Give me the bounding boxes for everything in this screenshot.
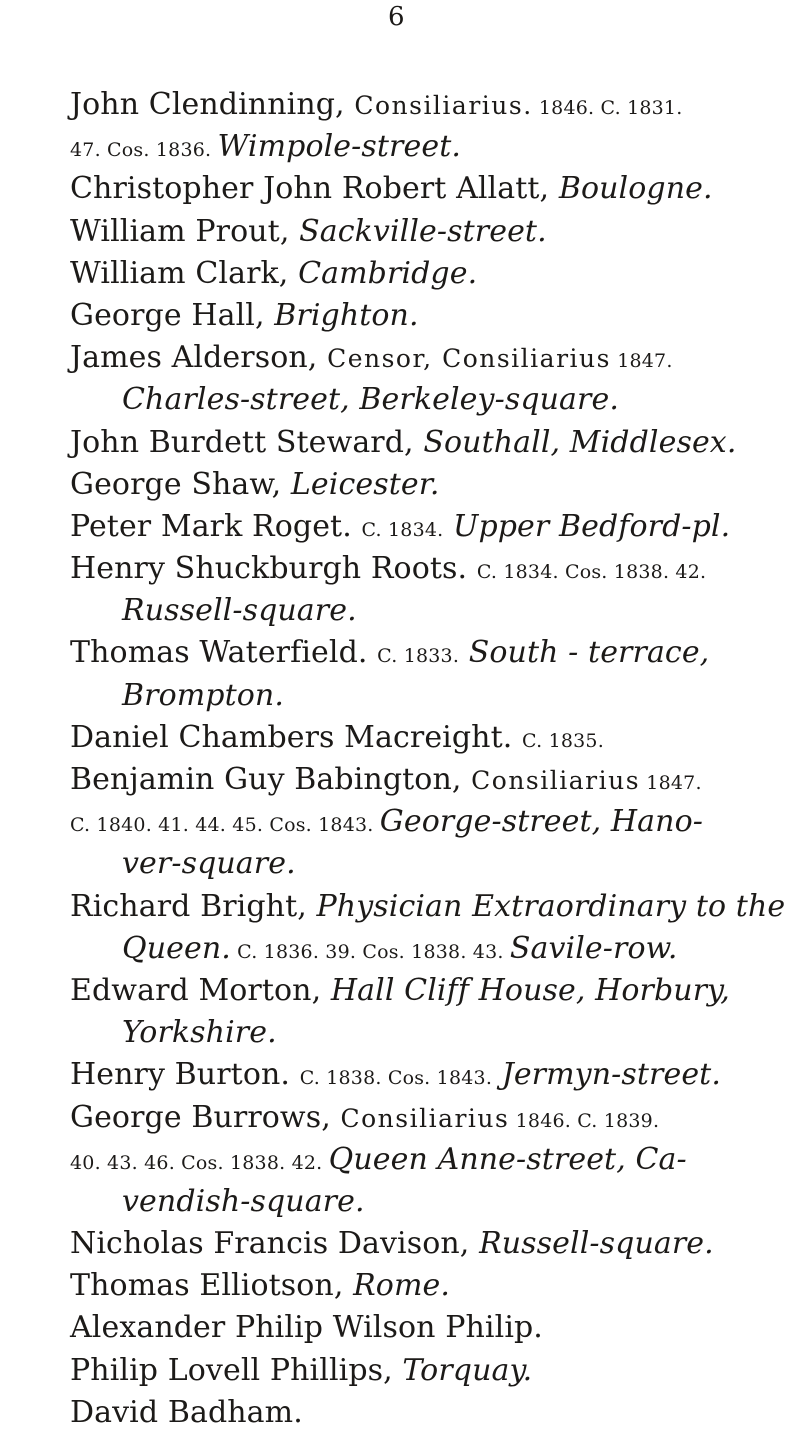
address-text: Brompton. — [122, 677, 284, 713]
member-name: Benjamin Guy Babington, — [70, 762, 472, 797]
office-text: C. 1840. 41. 44. 45. Cos. 1843. — [70, 814, 380, 837]
office-text: C. 1835. — [522, 729, 604, 752]
text-line — [0, 590, 800, 632]
member-name: George Hall, — [70, 297, 275, 333]
text-line — [0, 1223, 800, 1265]
text-line — [0, 886, 800, 928]
member-name: John Burdett Steward, — [70, 424, 424, 460]
address-text: South - terrace, — [459, 635, 710, 671]
text-line — [0, 928, 800, 970]
address-text: Russell-square. — [479, 1226, 714, 1262]
office-text: Consiliarius — [471, 766, 641, 795]
text-line — [0, 1012, 800, 1054]
office-text: 1847. — [610, 350, 673, 373]
address-text: Queen Anne-street, Ca- — [328, 1141, 687, 1177]
office-text: C. 1838. Cos. 1843. — [299, 1067, 493, 1090]
member-name: Nicholas Francis Davison, — [70, 1226, 480, 1262]
text-line — [0, 1307, 800, 1349]
member-name: Thomas Waterfield. — [70, 635, 378, 671]
text-line — [0, 506, 800, 548]
member-name: James Alderson, — [70, 340, 328, 376]
address-text: Leicester. — [290, 466, 440, 502]
address-text: Russell-square. — [122, 593, 357, 629]
text-line — [0, 632, 800, 674]
member-name: Philip Lovell Phillips, — [70, 1352, 403, 1388]
text-line — [0, 464, 800, 506]
member-name: Christopher John Robert Allatt, — [70, 171, 559, 207]
member-name: John Clendinning, — [70, 87, 355, 122]
office-text: Censor, Consiliarius — [327, 344, 611, 374]
office-text: 1847. — [640, 772, 702, 794]
address-text: vendish-square. — [122, 1183, 365, 1219]
page-number: 6 — [388, 2, 405, 32]
office-text: 1846. C. 1831. — [532, 97, 683, 119]
office-text: C. 1833. — [377, 645, 460, 668]
office-text: C. 1836. 39. Cos. 1838. 43. — [230, 940, 510, 963]
text-line — [0, 168, 800, 210]
text-line — [0, 337, 800, 379]
office-text: 1846. C. 1839. — [509, 1109, 660, 1132]
address-text: Sackville-street. — [299, 213, 547, 249]
text-line — [0, 295, 800, 337]
member-name: Peter Mark Roget. — [70, 508, 362, 544]
address-text: Southall, Middlesex. — [423, 424, 737, 460]
member-name: Henry Burton. — [70, 1057, 300, 1093]
text-line — [0, 717, 800, 759]
member-name: Daniel Chambers Macreight. — [70, 719, 523, 755]
member-name: William Clark, — [70, 255, 299, 291]
address-text: Brighton. — [274, 297, 419, 333]
text-line — [0, 1265, 800, 1307]
text-line — [0, 1350, 800, 1392]
office-text: C. 1834. — [361, 518, 444, 541]
text-line — [0, 675, 800, 717]
address-text: Physician Extraordinary to the — [316, 888, 786, 924]
address-text: Hall Cliff House, Horbury, — [330, 972, 730, 1008]
member-name: David Badham. — [70, 1394, 303, 1430]
text-line — [0, 548, 800, 590]
text-line — [0, 211, 800, 253]
address-text: Rome. — [353, 1268, 450, 1304]
text-line — [0, 253, 800, 295]
member-name: George Burrows, — [70, 1099, 341, 1135]
address-text: George-street, Hano- — [379, 804, 703, 840]
text-line — [0, 422, 800, 464]
address-text: Queen. — [122, 930, 231, 966]
office-text: 47. Cos. 1836. — [70, 139, 218, 162]
member-name: Edward Morton, — [70, 972, 331, 1008]
member-list — [0, 84, 800, 1434]
text-line — [0, 1097, 800, 1139]
text-line — [0, 970, 800, 1012]
address-text: Boulogne. — [558, 171, 713, 207]
text-line — [0, 1392, 800, 1434]
office-text: C. 1834. Cos. 1838. 42. — [476, 561, 707, 584]
address-text: Upper Bedford-pl. — [443, 508, 731, 544]
address-text: Jermyn-street. — [492, 1057, 721, 1093]
text-line — [0, 126, 800, 168]
member-name: William Prout, — [70, 213, 300, 249]
text-line — [0, 84, 800, 126]
text-line — [0, 843, 800, 885]
office-text: Consiliarius. — [354, 91, 533, 120]
text-line — [0, 1054, 800, 1096]
text-line — [0, 759, 800, 801]
address-text: Savile-row. — [509, 930, 678, 966]
text-line — [0, 1139, 800, 1181]
member-name: Henry Shuckburgh Roots. — [70, 551, 477, 587]
text-line — [0, 379, 800, 421]
member-name: Richard Bright, — [70, 888, 317, 924]
address-text: Charles-street, Berkeley-square. — [122, 382, 619, 418]
text-line — [0, 1181, 800, 1223]
member-name: Alexander Philip Wilson Philip. — [70, 1310, 543, 1346]
address-text: Wimpole-street. — [217, 129, 461, 165]
address-text: ver-square. — [122, 846, 296, 882]
member-name: Thomas Elliotson, — [70, 1268, 354, 1304]
address-text: Yorkshire. — [122, 1015, 277, 1051]
address-text: Torquay. — [402, 1352, 533, 1388]
office-text: Consiliarius — [340, 1103, 510, 1133]
office-text: 40. 43. 46. Cos. 1838. 42. — [70, 1151, 329, 1174]
address-text: Cambridge. — [298, 255, 478, 291]
member-name: George Shaw, — [70, 466, 291, 502]
text-line — [0, 801, 800, 843]
